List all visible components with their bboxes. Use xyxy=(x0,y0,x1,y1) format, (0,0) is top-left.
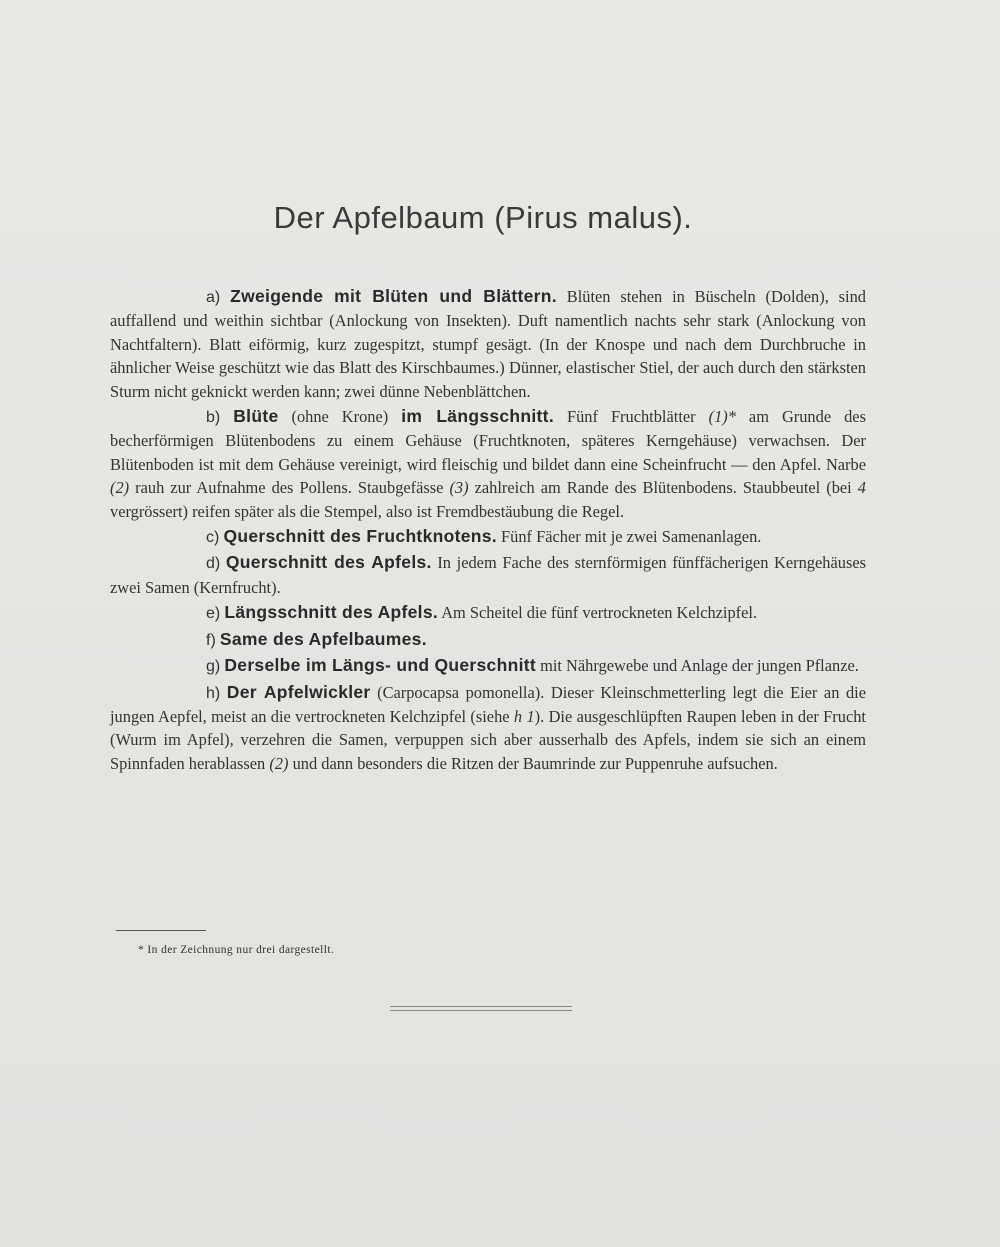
end-ornament-rule xyxy=(390,1006,572,1011)
section-d-heading: Querschnitt des Apfels. xyxy=(225,552,432,573)
footnote-divider xyxy=(116,930,206,931)
page-title: Der Apfelbaum (Pirus malus). xyxy=(273,200,693,235)
section-b-text-4: zahlreich am Rande des Blütenbodens. Staubbeutel (bei xyxy=(474,478,852,498)
section-a-text: Blüten stehen in Büscheln (Dolden), sind auffallend und weithin sichtbar (Anlockung von Insekten). Duft namentlich nachts sehr stark (Anlockung von Nachtfaltern). Blatt eiförmig, kurz zugespitzt, stumpf gesägt. (In der Knospe und nach dem Durchbruche in ähnlicher Weise geschützt wie das Blatt des Kirschbaumes.) Dünner, elastischer Stiel, der auch durch den stärksten Sturm nicht geknickt werden kann; zwei dünne Nebenblättchen. xyxy=(110,287,866,401)
section-f-heading: Same des Apfelbaumes. xyxy=(219,628,427,649)
section-b-text-2: am Grunde des becherförmigen Blütenbodens zu einem Gehäuse (Fruchtknoten, späteres Kerngehäuse) verwachsen. Der Blütenboden ist mit dem Gehäuse vereinigt, wird fleischig und bildet dann eine Scheinfrucht — den Apfel. Narbe xyxy=(110,407,866,474)
section-h-ref-2: (2) xyxy=(269,753,289,773)
section-e xyxy=(110,601,866,625)
section-d-text: In jedem Fache des sternförmigen fünffächerigen Kerngehäuses zwei Samen (Kernfrucht). xyxy=(110,553,866,597)
section-b-ref-2: (2) xyxy=(110,478,130,498)
section-b-text-5: vergrössert) reifen später als die Stempel, also ist Fremdbestäubung die Regel. xyxy=(110,501,625,521)
section-e-heading: Längsschnitt des Apfels. xyxy=(224,602,439,623)
section-f xyxy=(110,628,866,652)
section-g xyxy=(110,654,866,678)
section-b-heading-2: im Längsschnitt. xyxy=(401,406,554,427)
body-text xyxy=(110,285,866,777)
section-b-label: b) xyxy=(206,409,221,427)
section-b-text-1: Fünf Fruchtblätter xyxy=(566,407,696,427)
section-h-text-3: und dann besonders die Ritzen der Baumrinde zur Puppenruhe aufsuchen. xyxy=(292,753,778,773)
section-a-label: a) xyxy=(206,289,221,306)
footnote: * In der Zeichnung nur drei dargestellt. xyxy=(138,944,335,956)
section-a-heading: Zweigende mit Blüten und Blättern. xyxy=(230,286,557,306)
section-e-text: Am Scheitel die fünf vertrockneten Kelchzipfel. xyxy=(441,603,758,623)
section-d-label: d) xyxy=(206,555,221,573)
section-f-label: f) xyxy=(206,631,216,649)
section-b-mid: (ohne Krone) xyxy=(291,407,389,427)
section-h-label: h) xyxy=(206,684,221,702)
section-b-text-3: rauh zur Aufnahme des Pollens. Staubgefässe xyxy=(135,478,444,498)
section-c xyxy=(110,525,866,549)
section-h-heading: Der Apfelwickler xyxy=(226,681,371,702)
section-b-ref-3: (3) xyxy=(449,478,469,498)
section-a xyxy=(110,285,866,403)
section-g-label: g) xyxy=(206,658,221,676)
section-h xyxy=(110,681,866,776)
section-c-text: Fünf Fächer mit je zwei Samenanlagen. xyxy=(501,527,762,547)
section-g-heading: Derselbe im Längs- und Querschnitt xyxy=(224,655,536,676)
section-g-text: mit Nährgewebe und Anlage der jungen Pflanze. xyxy=(540,656,859,676)
section-d xyxy=(110,551,866,599)
section-b-ref-4: 4 xyxy=(857,478,866,498)
section-b xyxy=(110,405,866,523)
section-b-heading-1: Blüte xyxy=(233,406,279,427)
section-c-heading: Querschnitt des Fruchtknotens. xyxy=(223,526,497,547)
section-b-ref-1: (1)* xyxy=(708,407,736,427)
section-c-label: c) xyxy=(206,529,220,547)
section-h-text-2: ). Die ausgeschlüpften Raupen leben in der Frucht (Wurm im Apfel), verzehren die Samen, verpuppen sich aber ausserhalb des Apfels, indem sie sich an einem Spinnfaden herablassen xyxy=(110,706,866,773)
section-e-label: e) xyxy=(206,605,221,623)
section-h-ref-1: h 1 xyxy=(513,706,535,726)
section-h-text-1: (Carpocapsa pomonella). Dieser Kleinschmetterling legt die Eier an die jungen Aepfel, meist an die vertrockneten Kelchzipfel (siehe xyxy=(110,682,866,726)
